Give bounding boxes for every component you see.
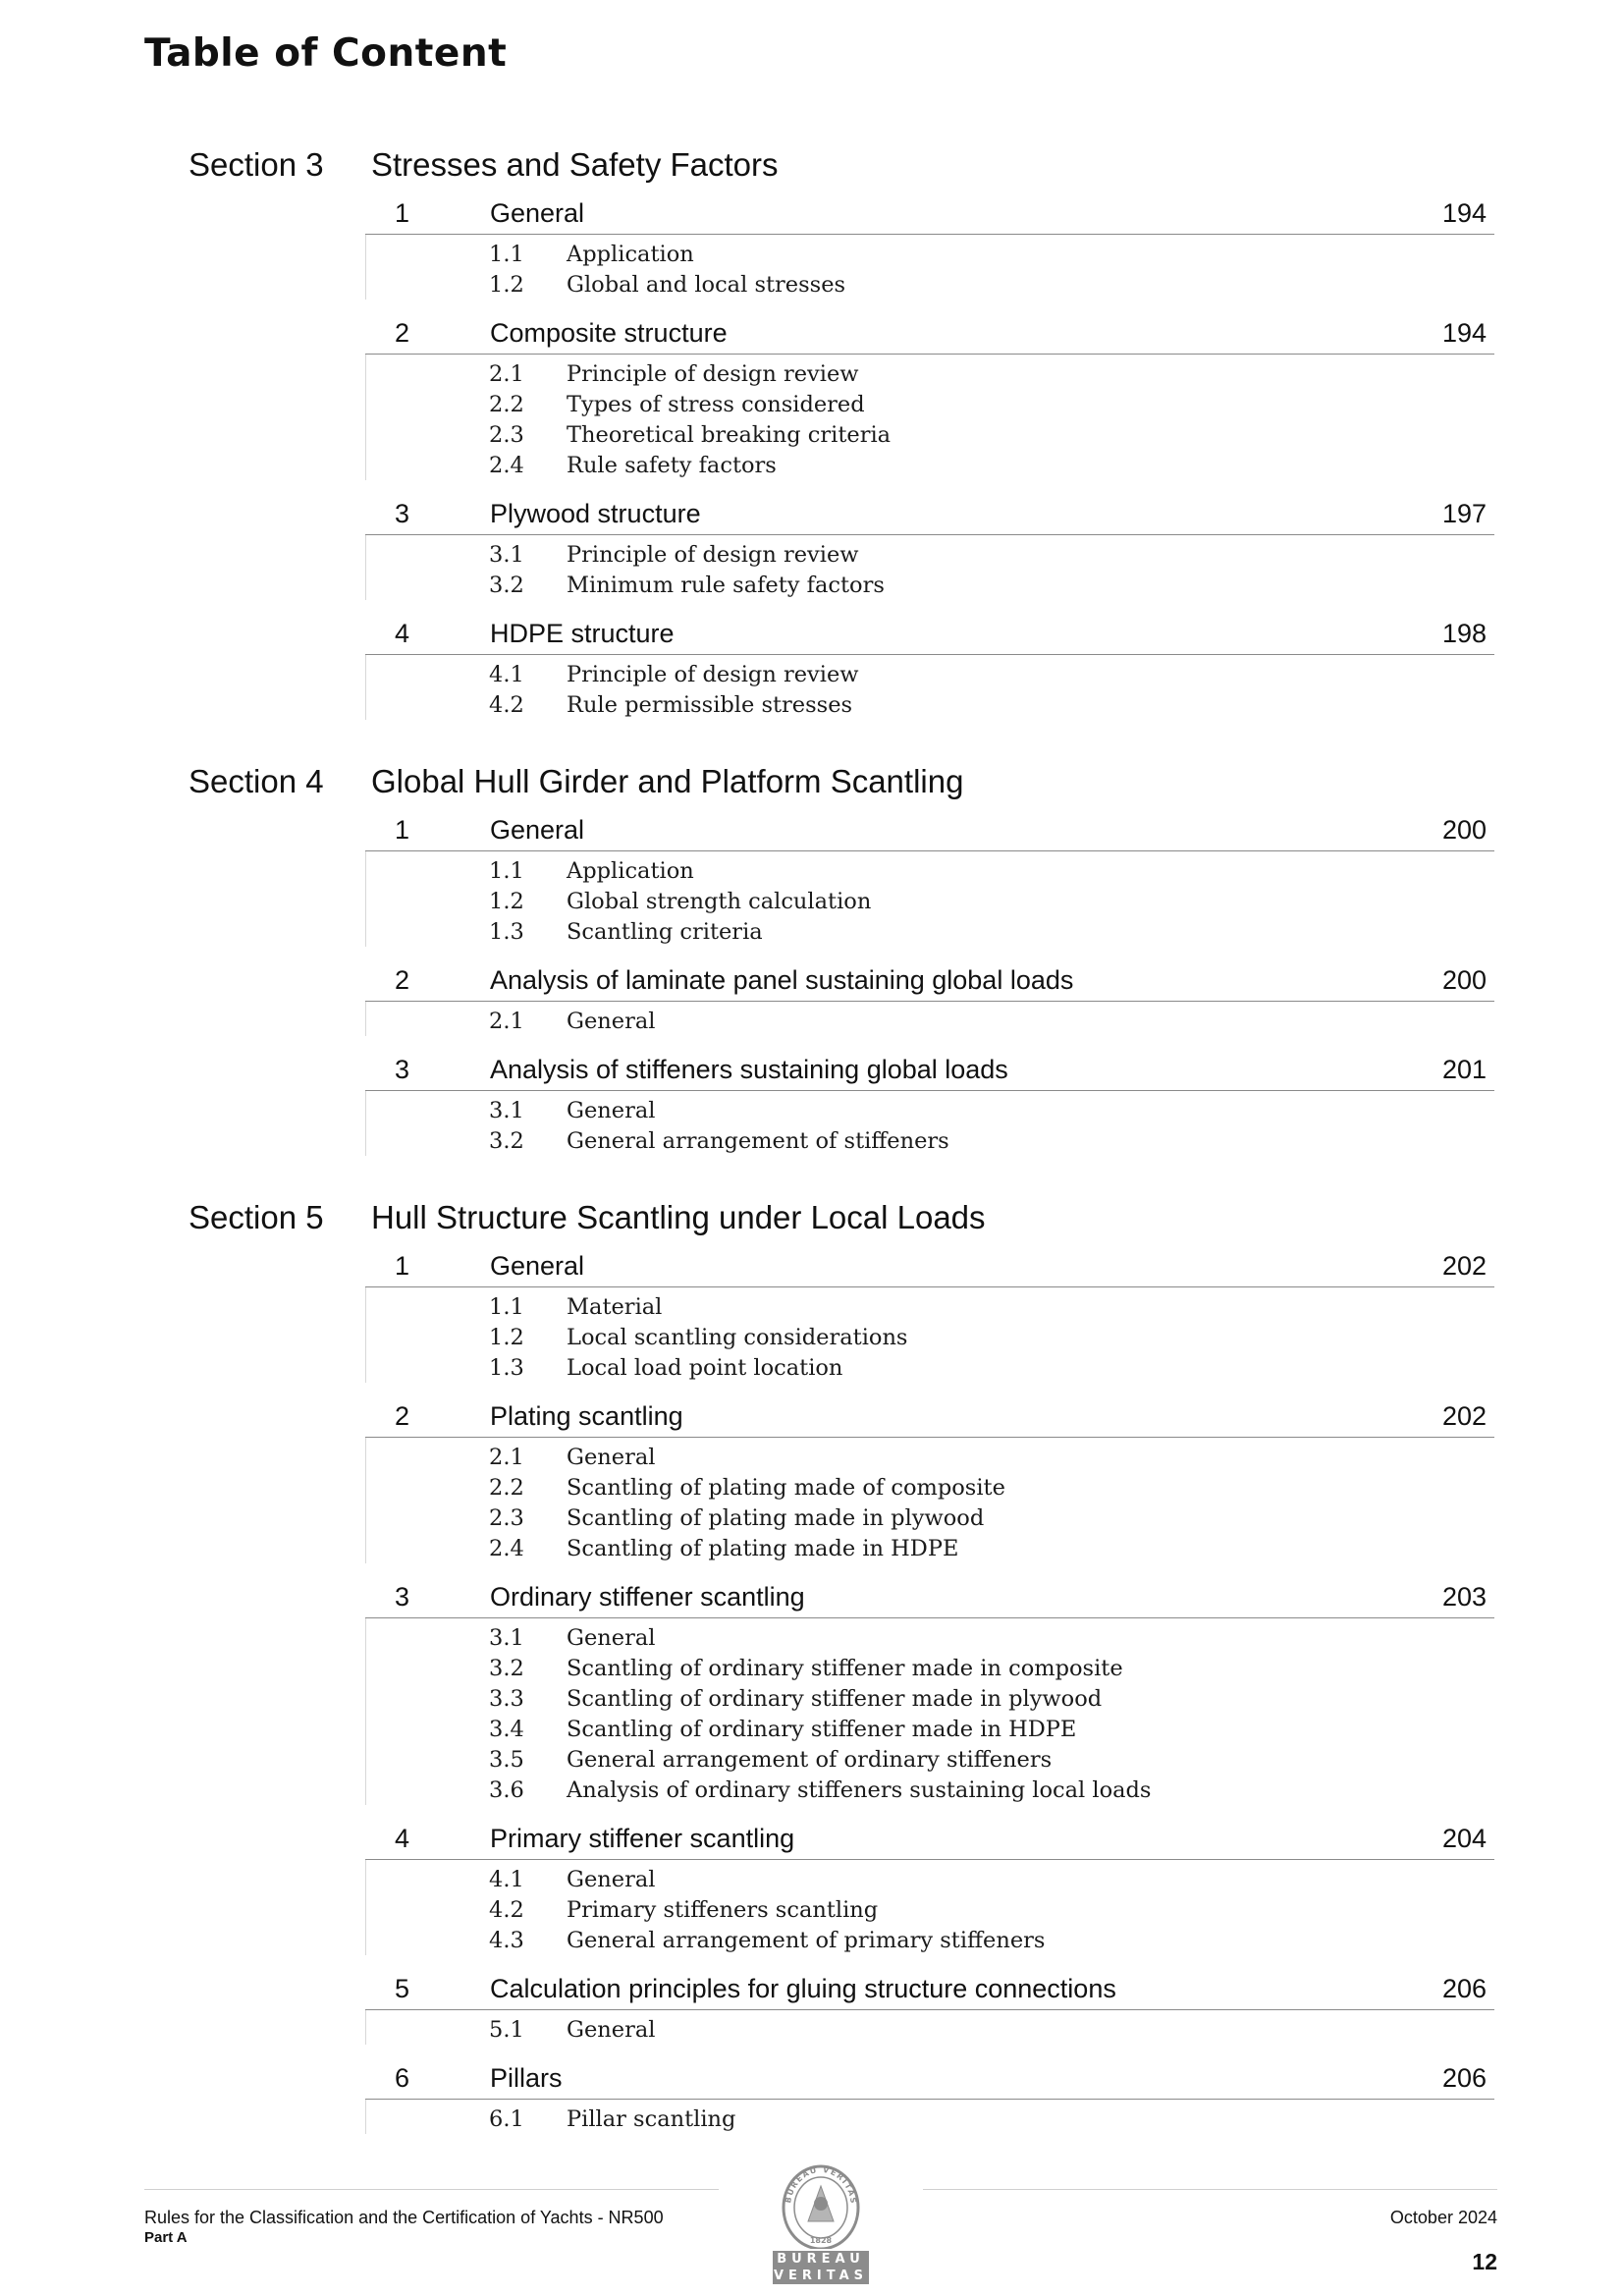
- subentry-number: 1.3: [489, 1355, 524, 1381]
- logo-ring-text: BUREAU VERITAS: [784, 2164, 858, 2206]
- toc-subentry[interactable]: [0, 660, 1623, 690]
- subentry-title[interactable]: Pillar scantling: [567, 2106, 736, 2132]
- subentry-title[interactable]: Application: [567, 858, 694, 884]
- subentry-title[interactable]: General arrangement of primary stiffeners: [567, 1928, 1046, 1953]
- subentry-number: 4.3: [489, 1928, 524, 1953]
- article-heading-row[interactable]: [365, 1820, 1494, 1860]
- article-title[interactable]: Plywood structure: [490, 499, 701, 528]
- toc-subentry[interactable]: [0, 1096, 1623, 1126]
- subentry-title[interactable]: Scantling of plating made in HDPE: [567, 1536, 959, 1561]
- subentry-number: 1.1: [489, 242, 524, 267]
- article-title[interactable]: General: [490, 198, 585, 228]
- subentry-number: 3.6: [489, 1777, 524, 1803]
- subentry-title[interactable]: Scantling of plating made of composite: [567, 1475, 1005, 1501]
- subentry-title[interactable]: Primary stiffeners scantling: [567, 1897, 879, 1923]
- article-heading-row[interactable]: [365, 1970, 1494, 2010]
- article-title[interactable]: HDPE structure: [490, 619, 675, 648]
- toc-subentry[interactable]: [0, 1007, 1623, 1037]
- subentry-title[interactable]: Rule safety factors: [567, 453, 777, 478]
- article-number: 2: [395, 318, 410, 348]
- subentry-title[interactable]: Scantling of ordinary stiffener made in plywood: [567, 1686, 1103, 1712]
- subentry-number: 1.2: [489, 889, 524, 914]
- subentry-title[interactable]: Global and local stresses: [567, 272, 846, 298]
- toc-subentry[interactable]: [0, 390, 1623, 420]
- logo-emblem-icon: [769, 2160, 873, 2249]
- article-number: 1: [395, 1251, 410, 1281]
- article-heading-row[interactable]: [365, 314, 1494, 355]
- subentry-number: 4.2: [489, 692, 524, 718]
- toc-subentry[interactable]: [0, 1126, 1623, 1157]
- toc-subentry[interactable]: [0, 917, 1623, 948]
- article-page-number[interactable]: 202: [1441, 1401, 1487, 1431]
- article-heading-row[interactable]: [365, 495, 1494, 535]
- toc-subentry[interactable]: [0, 1473, 1623, 1503]
- article-page-number[interactable]: 206: [1441, 2063, 1487, 2093]
- article-number: 4: [395, 1824, 410, 1853]
- subentry-number: 1.3: [489, 919, 524, 945]
- subentry-number: 3.1: [489, 1625, 524, 1651]
- toc-subentry[interactable]: [0, 887, 1623, 917]
- section-title: Global Hull Girder and Platform Scantling: [371, 763, 964, 799]
- article-page-number[interactable]: 200: [1441, 815, 1487, 845]
- toc-subentry[interactable]: [0, 1623, 1623, 1654]
- subentry-title[interactable]: Local load point location: [567, 1355, 843, 1381]
- article-number: 2: [395, 965, 410, 995]
- subentry-title[interactable]: Global strength calculation: [567, 889, 872, 914]
- toc-subentry[interactable]: [0, 2105, 1623, 2135]
- bureau-veritas-logo: [769, 2160, 873, 2282]
- subentry-title[interactable]: Material: [567, 1294, 663, 1320]
- article-title[interactable]: Primary stiffener scantling: [490, 1824, 795, 1853]
- toc-subentry[interactable]: [0, 240, 1623, 270]
- article-number: 5: [395, 1974, 410, 2003]
- subentry-number: 2.3: [489, 422, 524, 448]
- subentry-title[interactable]: Principle of design review: [567, 361, 859, 387]
- article-number: 2: [395, 1401, 410, 1431]
- article-number: 6: [395, 2063, 410, 2093]
- article-number: 3: [395, 499, 410, 528]
- article-title[interactable]: General: [490, 815, 585, 845]
- subentry-title[interactable]: Principle of design review: [567, 542, 859, 568]
- logo-text-line2: VERITAS: [773, 2269, 869, 2283]
- toc-subentry[interactable]: [0, 1745, 1623, 1776]
- toc-subentry[interactable]: [0, 1503, 1623, 1534]
- toc-subentry[interactable]: [0, 1776, 1623, 1806]
- toc-subentry[interactable]: [0, 690, 1623, 721]
- article-title[interactable]: General: [490, 1251, 585, 1281]
- subentry-number: 4.1: [489, 1867, 524, 1892]
- subentry-title[interactable]: General: [567, 1098, 656, 1123]
- section-title: Stresses and Safety Factors: [371, 146, 779, 183]
- subentry-number: 1.2: [489, 1325, 524, 1350]
- subentry-title[interactable]: General: [567, 1445, 656, 1470]
- toc-subentry[interactable]: [0, 856, 1623, 887]
- subentry-number: 1.1: [489, 1294, 524, 1320]
- article-title[interactable]: Composite structure: [490, 318, 728, 348]
- subentry-number: 3.1: [489, 1098, 524, 1123]
- toc-subentry[interactable]: [0, 420, 1623, 451]
- article-heading-row[interactable]: [365, 811, 1494, 851]
- subentry-title[interactable]: General: [567, 1009, 656, 1034]
- subentry-number: 4.1: [489, 662, 524, 687]
- subentry-number: 4.2: [489, 1897, 524, 1923]
- toc-subentry[interactable]: [0, 1654, 1623, 1684]
- subentry-number: 3.5: [489, 1747, 524, 1773]
- article-heading-row[interactable]: [365, 1397, 1494, 1438]
- subentry-title[interactable]: Scantling criteria: [567, 919, 763, 945]
- footer-divider-right: [923, 2189, 1497, 2190]
- subentry-number: 2.4: [489, 1536, 524, 1561]
- subentry-title[interactable]: Theoretical breaking criteria: [567, 422, 892, 448]
- toc-subentry[interactable]: [0, 359, 1623, 390]
- section-title: Hull Structure Scantling under Local Loads: [371, 1199, 986, 1235]
- subentry-number: 3.4: [489, 1717, 524, 1742]
- article-page-number[interactable]: 194: [1441, 318, 1487, 348]
- article-number: 1: [395, 198, 410, 228]
- article-number: 4: [395, 619, 410, 648]
- article-page-number[interactable]: 204: [1441, 1824, 1487, 1853]
- toc-subentry[interactable]: [0, 1323, 1623, 1353]
- toc-subentry[interactable]: [0, 1895, 1623, 1926]
- article-title[interactable]: Analysis of laminate panel sustaining global loads: [490, 965, 1074, 995]
- subentry-title[interactable]: Scantling of plating made in plywood: [567, 1505, 985, 1531]
- page-title: Table of Content: [144, 31, 508, 76]
- subentry-number: 2.1: [489, 1445, 524, 1470]
- article-heading-row[interactable]: [365, 961, 1494, 1002]
- section-label: Section 3: [189, 146, 324, 183]
- article-title[interactable]: Analysis of stiffeners sustaining global loads: [490, 1055, 1008, 1084]
- toc-subentry[interactable]: [0, 571, 1623, 601]
- article-page-number[interactable]: 200: [1441, 965, 1487, 995]
- toc-subentry[interactable]: [0, 1443, 1623, 1473]
- toc-subentry[interactable]: [0, 1926, 1623, 1956]
- subentry-number: 6.1: [489, 2106, 524, 2132]
- subentry-number: 2.2: [489, 1475, 524, 1501]
- article-heading-row[interactable]: [365, 2059, 1494, 2100]
- article-page-number[interactable]: 202: [1441, 1251, 1487, 1281]
- page-number: 12: [1472, 2249, 1497, 2274]
- toc-subentry[interactable]: [0, 1534, 1623, 1564]
- article-heading-row[interactable]: [365, 1051, 1494, 1091]
- subentry-number: 2.2: [489, 392, 524, 417]
- toc-subentry[interactable]: [0, 1292, 1623, 1323]
- article-title[interactable]: Plating scantling: [490, 1401, 683, 1431]
- toc-subentry[interactable]: [0, 2015, 1623, 2046]
- article-page-number[interactable]: 203: [1441, 1582, 1487, 1612]
- article-page-number[interactable]: 198: [1441, 619, 1487, 648]
- article-heading-row[interactable]: [365, 1578, 1494, 1618]
- subentry-number: 2.1: [489, 361, 524, 387]
- article-page-number[interactable]: 206: [1441, 1974, 1487, 2003]
- toc-subentry[interactable]: [0, 1715, 1623, 1745]
- subentry-number: 3.2: [489, 1656, 524, 1681]
- footer-date: October 2024: [1389, 2208, 1497, 2227]
- article-number: 3: [395, 1582, 410, 1612]
- subentry-number: 3.2: [489, 573, 524, 598]
- subentry-title[interactable]: Principle of design review: [567, 662, 859, 687]
- subentry-title[interactable]: Types of stress considered: [567, 392, 865, 417]
- article-number: 3: [395, 1055, 410, 1084]
- subentry-title[interactable]: Application: [567, 242, 694, 267]
- logo-year: 1828: [809, 2236, 833, 2245]
- article-heading-row[interactable]: [365, 1247, 1494, 1287]
- footer-document-title: Rules for the Classification and the Certification of Yachts - NR500: [144, 2208, 664, 2227]
- logo-text-line1: BUREAU: [773, 2251, 869, 2268]
- subentry-title[interactable]: General arrangement of stiffeners: [567, 1128, 949, 1154]
- section-label: Section 5: [189, 1199, 324, 1235]
- footer-part: Part A: [144, 2229, 188, 2246]
- subentry-title[interactable]: Analysis of ordinary stiffeners sustaining local loads: [567, 1777, 1152, 1803]
- footer-divider-left: [144, 2189, 719, 2190]
- article-page-number[interactable]: 201: [1441, 1055, 1487, 1084]
- subentry-number: 2.1: [489, 1009, 524, 1034]
- article-title[interactable]: Pillars: [490, 2063, 563, 2093]
- subentry-number: 5.1: [489, 2017, 524, 2043]
- toc-subentry[interactable]: [0, 1684, 1623, 1715]
- toc-subentry[interactable]: [0, 451, 1623, 481]
- article-heading-row[interactable]: [365, 615, 1494, 655]
- subentry-title[interactable]: Rule permissible stresses: [567, 692, 853, 718]
- section-label: Section 4: [189, 763, 324, 799]
- toc-subentry[interactable]: [0, 1353, 1623, 1384]
- subentry-number: 1.2: [489, 272, 524, 298]
- subentry-title[interactable]: Local scantling considerations: [567, 1325, 908, 1350]
- subentry-title[interactable]: Scantling of ordinary stiffener made in HDPE: [567, 1717, 1077, 1742]
- article-page-number[interactable]: 197: [1441, 499, 1487, 528]
- article-number: 1: [395, 815, 410, 845]
- toc-subentry[interactable]: [0, 270, 1623, 301]
- subentry-title[interactable]: Minimum rule safety factors: [567, 573, 885, 598]
- toc-subentry[interactable]: [0, 1865, 1623, 1895]
- subentry-title[interactable]: Scantling of ordinary stiffener made in composite: [567, 1656, 1123, 1681]
- subentry-title[interactable]: General arrangement of ordinary stiffeners: [567, 1747, 1053, 1773]
- subentry-title[interactable]: General: [567, 1867, 656, 1892]
- subentry-title[interactable]: General: [567, 2017, 656, 2043]
- subentry-title[interactable]: General: [567, 1625, 656, 1651]
- subentry-number: 3.2: [489, 1128, 524, 1154]
- article-title[interactable]: Calculation principles for gluing structure connections: [490, 1974, 1116, 2003]
- subentry-number: 3.3: [489, 1686, 524, 1712]
- subentry-number: 1.1: [489, 858, 524, 884]
- toc-subentry[interactable]: [0, 540, 1623, 571]
- subentry-number: 3.1: [489, 542, 524, 568]
- article-heading-row[interactable]: [365, 194, 1494, 235]
- article-page-number[interactable]: 194: [1441, 198, 1487, 228]
- article-title[interactable]: Ordinary stiffener scantling: [490, 1582, 805, 1612]
- subentry-number: 2.4: [489, 453, 524, 478]
- subentry-number: 2.3: [489, 1505, 524, 1531]
